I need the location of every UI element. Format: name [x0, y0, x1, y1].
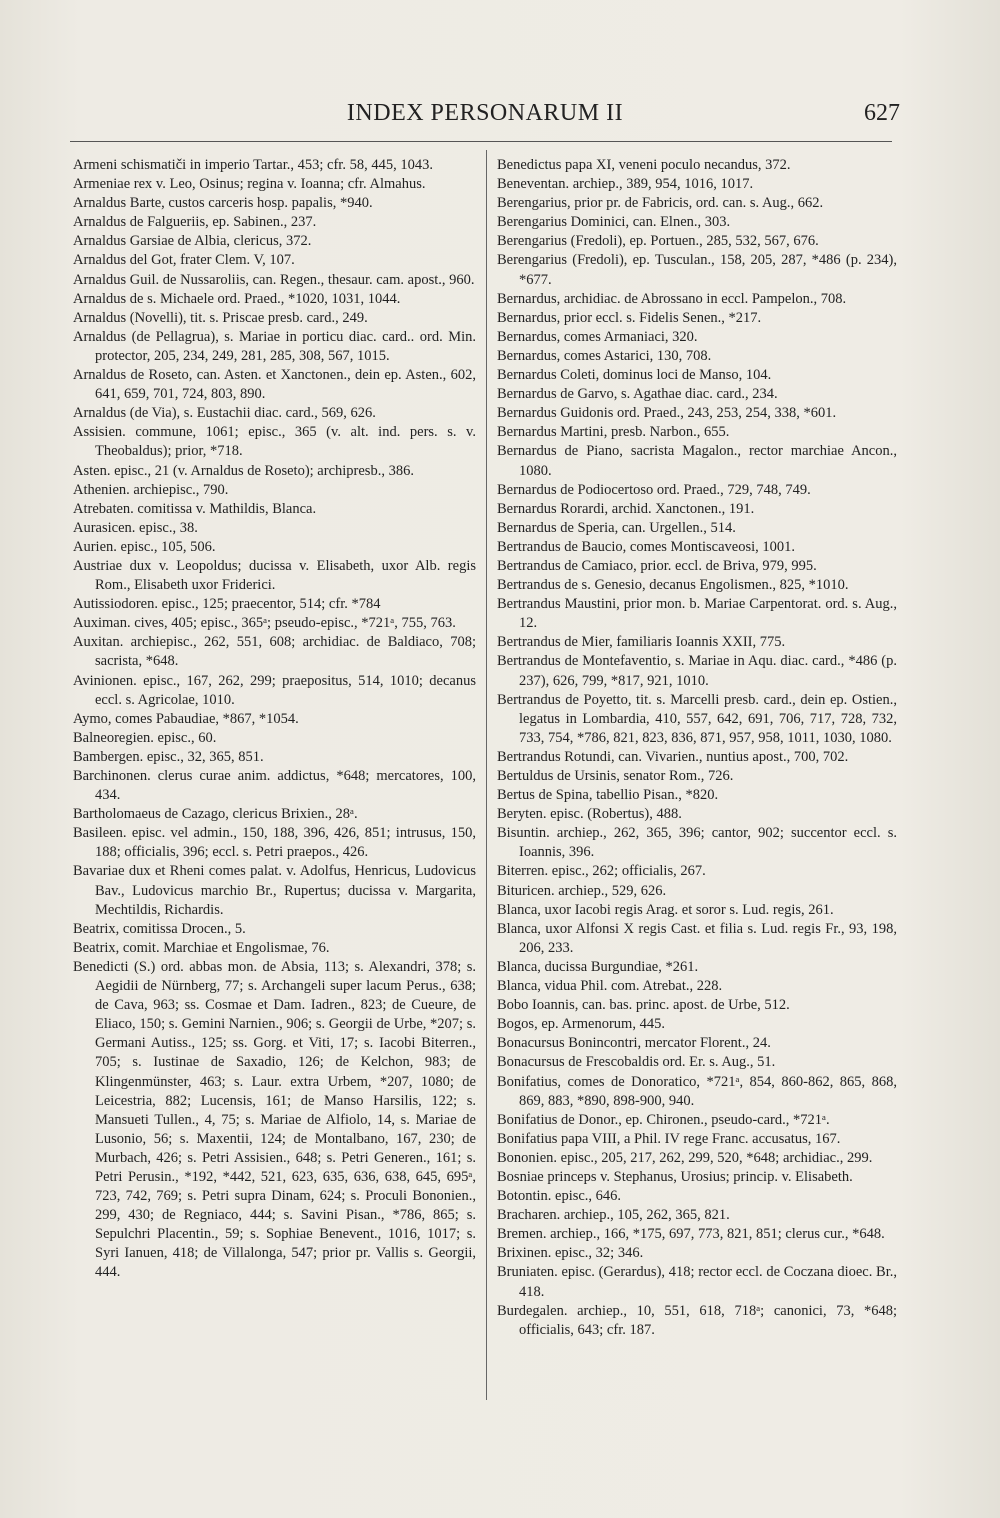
header-title: INDEX PERSONARUM II [346, 100, 624, 126]
right-column-entry: Bonifatius de Donor., ep. Chironen., pseudo-card., *721ᵃ. [497, 1111, 830, 1128]
right-column-entry: Bernardus, prior eccl. s. Fidelis Senen., *217. [497, 309, 762, 326]
right-column-entry: Bertrandus de s. Genesio, decanus Engolismen., 825, *1010. [497, 577, 849, 594]
left-column-entry: Bavariae dux et Rheni comes palat. v. Adolfus, Henricus, Ludovicus Bav., Ludovicus marchio Br., Rupertus; ducissa v. Margarita, Mechtildis, Richardis. [73, 863, 476, 918]
left-column-entry: Armeniae rex v. Leo, Osinus; regina v. Ioanna; cfr. Almahus. [73, 176, 426, 193]
left-column-entry: Auxitan. archiepisc., 262, 551, 608; archidiac. de Baldiaco, 708; sacrista, *648. [73, 634, 476, 670]
left-column-entry: Beatrix, comitissa Drocen., 5. [73, 920, 246, 937]
right-column-entry: Bernardus, archidiac. de Abrossano in eccl. Pampelon., 708. [497, 290, 847, 307]
left-column-entry: Assisien. commune, 1061; episc., 365 (v. alt. ind. pers. s. v. Theobaldus); prior, *718. [73, 424, 476, 460]
left-column [73, 156, 476, 1283]
right-column-entry: Beneventan. archiep., 389, 954, 1016, 1017. [497, 176, 754, 193]
right-column-entry: Botontin. episc., 646. [497, 1188, 622, 1205]
right-column-entry: Bernardus de Podiocertoso ord. Praed., 729, 748, 749. [497, 481, 811, 498]
right-column-entry: Bononien. episc., 205, 217, 262, 299, 520, *648; archidiac., 299. [497, 1149, 873, 1166]
left-column-entry: Arnaldus (de Via), s. Eustachii diac. card., 569, 626. [73, 405, 376, 422]
right-column [497, 156, 897, 1340]
left-column-entry: Auximan. cives, 405; episc., 365ᵃ; pseudo-episc., *721ᵃ, 755, 763. [73, 615, 456, 632]
left-column-entry: Aymo, comes Pabaudiae, *867, *1054. [73, 710, 299, 727]
left-column-entry: Balneoregien. episc., 60. [73, 729, 217, 746]
page-number: 627 [864, 100, 900, 126]
left-column-entry: Asten. episc., 21 (v. Arnaldus de Roseto); archipresb., 386. [73, 462, 414, 479]
right-column-entry: Bernardus Rorardi, archid. Xanctonen., 191. [497, 500, 755, 517]
left-column-entry: Arnaldus (de Pellagrua), s. Mariae in porticu diac. card.. ord. Min. protector, 205, 234, 249, 281, 285, 308, 567, 1015. [73, 328, 476, 364]
right-column-entry: Berengarius Dominici, can. Elnen., 303. [497, 214, 731, 231]
left-column-entry: Beatrix, comit. Marchiae et Engolismae, 76. [73, 939, 330, 956]
right-column-entry: Bertrandus de Mier, familiaris Ioannis XXII, 775. [497, 634, 786, 651]
left-column-entry: Bambergen. episc., 32, 365, 851. [73, 748, 264, 765]
left-column-entry: Arnaldus de Falgueriis, ep. Sabinen., 237. [73, 214, 317, 231]
right-column-entry: Bobo Ioannis, can. bas. princ. apost. de Urbe, 512. [497, 997, 790, 1014]
right-column-entry: Bisuntin. archiep., 262, 365, 396; cantor, 902; succentor eccl. s. Ioannis, 396. [497, 825, 897, 861]
right-column-entry: Bonacursus de Frescobaldis ord. Er. s. Aug., 51. [497, 1054, 776, 1071]
right-column-entry: Bertrandus Maustini, prior mon. b. Mariae Carpentorat. ord. s. Aug., 12. [497, 596, 897, 632]
right-column-entry: Bertrandus de Poyetto, tit. s. Marcelli presb. card., dein ep. Ostien., legatus in Lombardia, 410, 557, 642, 691, 706, 717, 728, 732, 733, 754, *786, 821, 823, 836, 871, 957, 958, 1011, 1030, 1080. [497, 691, 897, 746]
right-column-entry: Bertrandus Rotundi, can. Vivarien., nuntius apost., 700, 702. [497, 748, 849, 765]
right-column-entry: Bertrandus de Baucio, comes Montiscaveosi, 1001. [497, 538, 795, 555]
left-column-entry: Arnaldus Barte, custos carceris hosp. papalis, *940. [73, 195, 373, 212]
right-column-entry: Berengarius (Fredoli), ep. Tusculan., 158, 205, 287, *486 (p. 234), *677. [497, 252, 897, 288]
left-column-entry: Aurasicen. episc., 38. [73, 519, 198, 536]
column-divider [486, 150, 487, 1400]
right-column-entry: Bonifatius, comes de Donoratico, *721ᵃ, 854, 860-862, 865, 868, 869, 883, *890, 898-900, 940. [497, 1073, 897, 1109]
right-column-entry: Blanca, uxor Iacobi regis Arag. et soror s. Lud. regis, 261. [497, 901, 834, 918]
left-column-entry: Armeni schismatiči in imperio Tartar., 453; cfr. 58, 445, 1043. [73, 157, 433, 173]
right-column-entry: Bruniaten. episc. (Gerardus), 418; rector eccl. de Coczana dioec. Br., 418. [497, 1264, 897, 1300]
right-column-entry: Biterren. episc., 262; officialis, 267. [497, 863, 706, 880]
left-column-entry: Barchinonen. clerus curae anim. addictus, *648; mercatores, 100, 434. [73, 768, 476, 804]
right-column-entry: Bernardus de Speria, can. Urgellen., 514. [497, 519, 736, 536]
right-column-entry: Berengarius (Fredoli), ep. Portuen., 285, 532, 567, 676. [497, 233, 819, 250]
left-column-entry: Aurien. episc., 105, 506. [73, 538, 216, 555]
left-column-entry: Benedicti (S.) ord. abbas mon. de Absia, 113; s. Alexandri, 378; s. Aegidii de Nürnberg, 77; s. Archangeli super lacum Perus., 638; de Cava, 963; ss. Cosmae et Dam. Iadren., 823; de Cueure, de Eliaco, 150; s. Gemini Narnien., 906; s. Georgii de Urbe, *207; s. Germani Autiss., 125; ss. Gorg. et Viti, 17; s. Iacobi Biterren., 705; s. Iustinae de Saxadio, 126; de Kelchon, 983; de Klingenmünster, 463; s. Laur. extra Urbem, *207, 1080; de Leicestria, 882; Lucensis, 161; de Manso Harsilis, 122; s. Mansueti Tullen., 4, 75; s. Mariae de Alfiolo, 14, s. Mariae de Lusonio, 56; s. Maxentii, 124; de Montalbano, 167, 230; de Murbach, 426; s. Petri Assisien., 648; s. Petri Generen., 161; s. Petri Perusin., *192, *442, 521, 623, 635, 636, 638, 645, 695ᵃ, 723, 742, 769; s. Petri supra Dinam, 624; s. Proculi Bononien., 299, 430; de Regniaco, 444; s. Savini Pisan., *786, 865; s. Sepulchri Placentin., 59; s. Sophiae Benevent., 1016, 1017; s. Syri Ianuen, 418; de Villalonga, 547; prior pr. Vallis s. Georgii, 444. [73, 958, 476, 1281]
right-column-entry: Bernardus de Garvo, s. Agathae diac. card., 234. [497, 386, 778, 403]
left-column-entry: Arnaldus (Novelli), tit. s. Priscae presb. card., 249. [73, 309, 368, 326]
header-rule [70, 141, 892, 142]
left-column-entry: Austriae dux v. Leopoldus; ducissa v. Elisabeth, uxor Alb. regis Rom., Elisabeth uxor Friderici. [73, 557, 476, 594]
left-column-entry: Arnaldus de Roseto, can. Asten. et Xanctonen., dein ep. Asten., 602, 641, 659, 701, 724, 803, 890. [73, 367, 476, 403]
left-column-entry: Avinionen. episc., 167, 262, 299; praepositus, 514, 1010; decanus eccl. s. Agricolae, 1010. [73, 672, 476, 708]
left-column-entry: Autissiodoren. episc., 125; praecentor, 514; cfr. *784 [73, 596, 381, 613]
right-column-entry: Bogos, ep. Armenorum, 445. [497, 1016, 665, 1033]
right-column-entry: Berengarius, prior pr. de Fabricis, ord. can. s. Aug., 662. [497, 195, 824, 212]
right-column-entry: Brixinen. episc., 32; 346. [497, 1245, 644, 1262]
right-column-entry: Bernardus Martini, presb. Narbon., 655. [497, 424, 730, 441]
left-column-entry: Atrebaten. comitissa v. Mathildis, Blanca. [73, 500, 317, 517]
right-column-entry: Benedictus papa XI, veneni poculo necandus, 372. [497, 157, 791, 173]
left-column-entry: Arnaldus Garsiae de Albia, clericus, 372. [73, 233, 312, 250]
left-column-entry: Arnaldus del Got, frater Clem. V, 107. [73, 252, 295, 269]
left-column-entry: Athenien. archiepisc., 790. [73, 481, 229, 498]
right-column-entry: Bernardus Coleti, dominus loci de Manso, 104. [497, 367, 772, 384]
right-column-entry: Bernardus, comes Astarici, 130, 708. [497, 347, 712, 364]
right-column-entry: Bertrandus de Camiaco, prior. eccl. de Briva, 979, 995. [497, 557, 817, 574]
right-column-entry: Bracharen. archiep., 105, 262, 365, 821. [497, 1207, 730, 1224]
right-column-entry: Blanca, vidua Phil. com. Atrebat., 228. [497, 978, 723, 995]
right-column-entry: Blanca, uxor Alfonsi X regis Cast. et filia s. Lud. regis Fr., 93, 198, 206, 233. [497, 920, 897, 956]
right-column-entry: Bonifatius papa VIII, a Phil. IV rege Franc. accusatus, 167. [497, 1130, 841, 1147]
right-column-entry: Bertus de Spina, tabellio Pisan., *820. [497, 787, 719, 804]
right-column-entry: Bosniae princeps v. Stephanus, Urosius; princip. v. Elisabeth. [497, 1168, 853, 1185]
right-column-entry: Bremen. archiep., 166, *175, 697, 773, 821, 851; clerus cur., *648. [497, 1226, 885, 1243]
right-column-entry: Bernardus de Piano, sacrista Magalon., rector marchiae Ancon., 1080. [497, 443, 897, 479]
right-column-entry: Bonacursus Bonincontri, mercator Florent., 24. [497, 1035, 771, 1052]
running-header [70, 100, 900, 140]
right-column-entry: Bernardus, comes Armaniaci, 320. [497, 328, 698, 345]
right-column-entry: Bernardus Guidonis ord. Praed., 243, 253, 254, 338, *601. [497, 405, 837, 422]
right-column-entry: Bertrandus de Montefaventio, s. Mariae in Aqu. diac. card., *486 (p. 237), 626, 799, *817, 921, 1010. [497, 653, 897, 689]
left-column-entry: Arnaldus de s. Michaele ord. Praed., *1020, 1031, 1044. [73, 290, 401, 307]
right-column-entry: Bituricen. archiep., 529, 626. [497, 882, 667, 899]
left-column-entry: Arnaldus Guil. de Nussaroliis, can. Regen., thesaur. cam. apost., 960. [73, 271, 475, 288]
left-column-entry: Bartholomaeus de Cazago, clericus Brixien., 28ᵃ. [73, 806, 358, 823]
right-column-entry: Burdegalen. archiep., 10, 551, 618, 718ᵃ; canonici, 73, *648; officialis, 643; cfr. 187. [497, 1302, 897, 1338]
right-column-entry: Bertuldus de Ursinis, senator Rom., 726. [497, 768, 734, 784]
left-column-entry: Basileen. episc. vel admin., 150, 188, 396, 426, 851; intrusus, 150, 188; officialis, 396; eccl. s. Petri praepos., 426. [73, 825, 476, 861]
right-column-entry: Beryten. episc. (Robertus), 488. [497, 806, 682, 823]
right-column-entry: Blanca, ducissa Burgundiae, *261. [497, 958, 699, 975]
